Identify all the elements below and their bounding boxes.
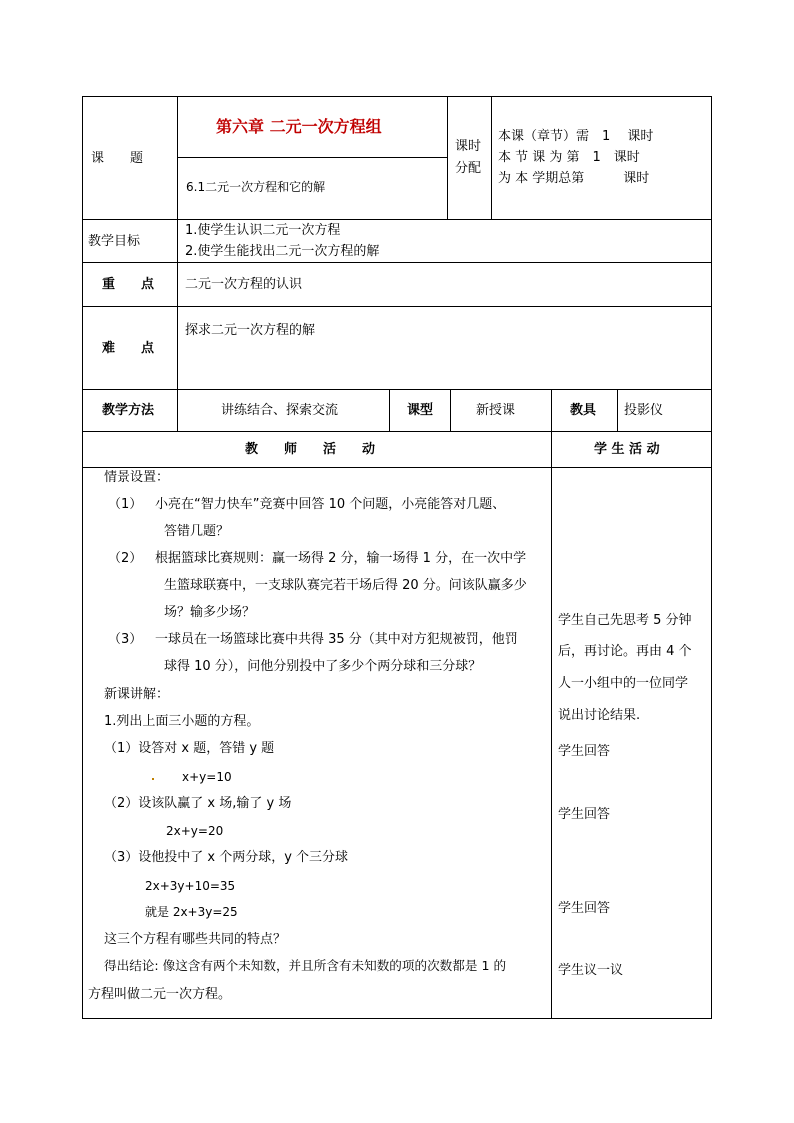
step-1: 1.列出上面三小题的方程。 [104,714,260,729]
key-point-text: 二元一次方程的认识 [185,277,303,292]
student-activity-header: 学 生 活 动 [594,442,660,457]
student-think-2: 后，再讨论。再由 4 个 [558,644,692,659]
chapter-title: 第六章 二元一次方程组 [216,117,382,136]
setup-3: （3）设他投中了 x 个两分球，y 个三分球 [104,850,349,865]
q3-line-b: 球得 10 分），问他分别投中了多少个两分球和三分球？ [164,659,482,674]
teacher-activity-header: 教 师 活 动 [245,442,376,457]
hours-line-2: 本 节 课 为 第 1 课时 [498,150,640,165]
hours-label-cell [447,96,492,220]
student-answer-3: 学生回答 [558,901,611,916]
setup-1: （1）设答对 x 题，答错 y 题 [104,741,275,756]
method-value: 讲练结合、探索交流 [221,403,339,418]
student-think-3: 人一小组中的一位同学 [558,676,689,691]
tool-value: 投影仪 [624,403,664,418]
q2-number: （2） [108,551,143,566]
section-title: 6.1二元一次方程和它的解 [186,180,326,194]
q3-line-a: 一球员在一场篮球比赛中共得 35 分（其中对方犯规被罚，他罚 [155,632,518,647]
equation-3b: 就是 2x+3y=25 [145,905,238,919]
difficulty-text: 探求二元一次方程的解 [185,323,316,338]
tool-label: 教具 [570,403,597,418]
student-think-1: 学生自己先思考 5 分钟 [558,613,692,628]
q2-line-c: 场？输多少场？ [164,605,256,620]
q1-line-a: 小亮在“智力快车”竞赛中回答 10 个问题，小亮能答对几题、 [155,497,506,512]
new-lesson-heading: 新课讲解： [104,687,170,702]
key-point-label: 重 点 [102,277,155,292]
equation-2: 2x+y=20 [166,824,224,838]
conclusion-line-b: 方程叫做二元一次方程。 [88,987,232,1002]
hours-line-1: 本课（章节）需 1 课时 [498,129,654,144]
student-discuss: 学生议一议 [558,963,624,978]
q1-line-b: 答错几题？ [164,524,230,539]
decorative-dot [152,778,154,780]
q3-number: （3） [108,632,143,647]
features-question: 这三个方程有哪些共同的特点？ [104,932,287,947]
equation-1: x+y=10 [182,770,232,784]
conclusion-line-a: 得出结论: 像这含有两个未知数，并且所含有未知数的项的次数都是 1 的 [104,958,507,973]
hours-line-3: 为 本 学期总第 课时 [498,171,650,186]
goals-label: 教学目标 [88,234,141,249]
difficulty-content-cell [177,306,712,390]
student-answer-1: 学生回答 [558,744,611,759]
intro-heading: 情景设置： [104,470,170,485]
hours-label-2: 分配 [455,161,482,176]
type-label: 课型 [407,403,434,418]
type-value: 新授课 [476,403,516,418]
method-label: 教学方法 [102,403,155,418]
setup-2: （2）设该队赢了 x 场,输了 y 场 [104,796,292,811]
q1-number: （1） [108,497,143,512]
goal-line-1: 1.使学生认识二元一次方程 [185,223,341,238]
hours-label-1: 课时 [455,139,482,154]
student-answer-2: 学生回答 [558,807,611,822]
q2-line-b: 生篮球联赛中，一支球队赛完若干场后得 20 分。问该队赢多少 [164,578,527,593]
student-activity-cell [551,467,712,1019]
student-think-4: 说出讨论结果. [558,708,641,723]
q2-line-a: 根据篮球比赛规则：赢一场得 2 分，输一场得 1 分，在一次中学 [155,551,527,566]
topic-label: 课 题 [91,151,144,166]
difficulty-label: 难 点 [102,341,155,356]
equation-3a: 2x+3y+10=35 [145,879,236,893]
goal-line-2: 2.使学生能找出二元一次方程的解 [185,244,380,259]
